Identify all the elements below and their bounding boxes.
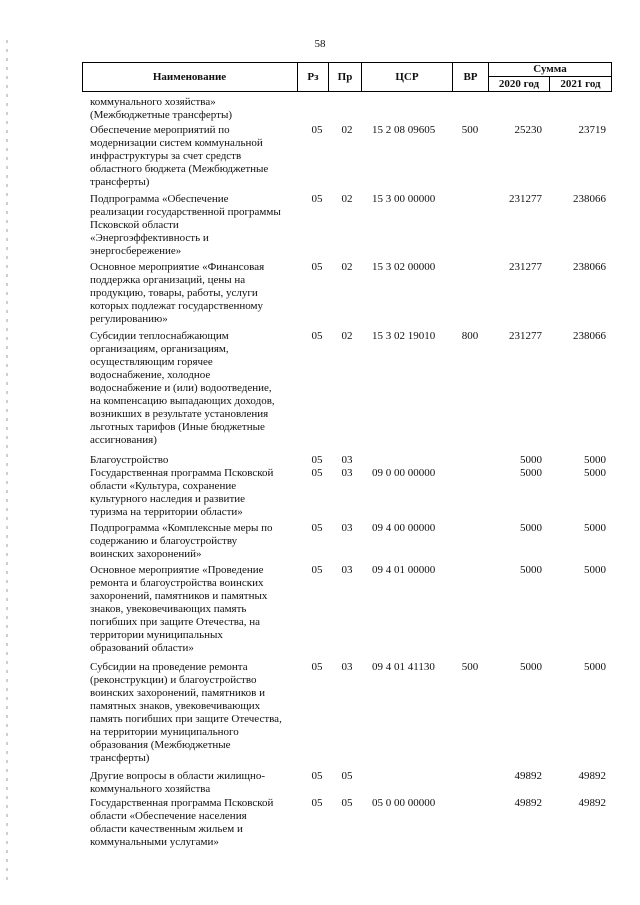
row-pr: 02 bbox=[341, 261, 353, 273]
scan-edge-marks bbox=[6, 40, 8, 880]
row-rz: 05 bbox=[311, 467, 323, 479]
page-number: 58 bbox=[314, 38, 326, 50]
row-sum-2021: 238066 bbox=[573, 330, 606, 342]
row-sum-2020: 231277 bbox=[509, 193, 542, 205]
row-sum-2020: 49892 bbox=[514, 797, 542, 809]
row-csr: 05 0 00 00000 bbox=[372, 797, 436, 809]
row-pr: 05 bbox=[341, 797, 353, 809]
row-sum-2020: 5000 bbox=[520, 564, 542, 576]
table-header bbox=[82, 62, 612, 92]
row-name: Государственная программа Псковской области «Обеспечение населения области качественным жильем и коммунальными услугами» bbox=[90, 797, 274, 848]
row-vr: 500 bbox=[461, 661, 479, 673]
row-name: Основное мероприятие «Проведение ремонта и благоустройства воинских захоронений, памятников и памятных знаков, увековечивающих память погибших при защите Отечества, на территории муниципальных образований области» bbox=[90, 564, 268, 654]
row-csr: 15 3 00 00000 bbox=[372, 193, 436, 205]
row-csr: 15 2 08 09605 bbox=[372, 124, 436, 136]
header-2021: 2021 год bbox=[550, 77, 612, 91]
row-sum-2020: 25230 bbox=[514, 124, 542, 136]
row-sum-2020: 49892 bbox=[514, 770, 542, 782]
row-rz: 05 bbox=[311, 661, 323, 673]
row-name: Подпрограмма «Комплексные меры по содержанию и благоустройству воинских захоронений» bbox=[90, 522, 273, 560]
row-name: Обеспечение мероприятий по модернизации систем коммунальной инфраструктуры за счет средств областного бюджета (Межбюджетные трансферты) bbox=[90, 124, 269, 188]
row-csr: 09 4 01 41130 bbox=[372, 661, 435, 673]
row-rz: 05 bbox=[311, 797, 323, 809]
row-sum-2021: 5000 bbox=[584, 522, 606, 534]
header-pr: Пр bbox=[329, 62, 362, 92]
row-csr: 09 4 00 00000 bbox=[372, 522, 436, 534]
row-sum-2021: 49892 bbox=[578, 797, 606, 809]
header-name: Наименование bbox=[82, 62, 298, 92]
row-pr: 03 bbox=[341, 522, 353, 534]
header-csr: ЦСР bbox=[362, 62, 453, 92]
row-name: коммунального хозяйства» (Межбюджетные трансферты) bbox=[90, 96, 232, 121]
row-rz: 05 bbox=[311, 770, 323, 782]
row-csr: 09 4 01 00000 bbox=[372, 564, 436, 576]
row-pr: 05 bbox=[341, 770, 353, 782]
row-name: Субсидии теплоснабжающим организациям, организациям, осуществляющим горячее водоснабжение, холодное водоснабжение и (или) водоотведение, на компенсацию выпадающих доходов, возникших в результате установления льготных тарифов (Иные бюджетные ассигнования) bbox=[90, 330, 275, 446]
row-sum-2021: 238066 bbox=[573, 261, 606, 273]
row-pr: 03 bbox=[341, 467, 353, 479]
row-sum-2021: 5000 bbox=[584, 454, 606, 466]
row-sum-2020: 5000 bbox=[520, 522, 542, 534]
row-name: Другие вопросы в области жилищно- коммунального хозяйства bbox=[90, 770, 266, 795]
row-rz: 05 bbox=[311, 564, 323, 576]
row-name: Подпрограмма «Обеспечение реализации государственной программы Псковской области «Энергоэффективность и энергосбережение» bbox=[90, 193, 281, 257]
row-sum-2021: 238066 bbox=[573, 193, 606, 205]
row-vr: 500 bbox=[461, 124, 479, 136]
row-pr: 03 bbox=[341, 564, 353, 576]
row-sum-2021: 23719 bbox=[578, 124, 606, 136]
row-sum-2021: 5000 bbox=[584, 564, 606, 576]
row-vr: 800 bbox=[461, 330, 479, 342]
row-sum-2020: 231277 bbox=[509, 261, 542, 273]
row-name: Субсидии на проведение ремонта (реконструкции) и благоустройство воинских захоронений, памятников и памятных знаков, увековечивающих память погибших при защите Отечества, на территории муниципального образования (Межбюджетные трансферты) bbox=[90, 661, 282, 764]
row-sum-2021: 5000 bbox=[584, 467, 606, 479]
header-vr: ВР bbox=[453, 62, 489, 92]
row-sum-2020: 5000 bbox=[520, 661, 542, 673]
row-sum-2020: 5000 bbox=[520, 467, 542, 479]
header-2020: 2020 год bbox=[489, 77, 550, 91]
row-name: Государственная программа Псковской области «Культура, сохранение культурного наследия и развитие туризма на территории области» bbox=[90, 467, 274, 518]
row-name: Основное мероприятие «Финансовая поддержка организаций, цены на продукцию, товары, работы, услуги которых подлежат государственному регулированию» bbox=[90, 261, 265, 325]
row-rz: 05 bbox=[311, 454, 323, 466]
row-rz: 05 bbox=[311, 261, 323, 273]
header-sum: Сумма bbox=[489, 62, 612, 76]
row-pr: 02 bbox=[341, 193, 353, 205]
row-sum-2020: 5000 bbox=[520, 454, 542, 466]
row-csr: 09 0 00 00000 bbox=[372, 467, 436, 479]
row-rz: 05 bbox=[311, 124, 323, 136]
row-csr: 15 3 02 00000 bbox=[372, 261, 436, 273]
row-pr: 02 bbox=[341, 330, 353, 342]
row-csr: 15 3 02 19010 bbox=[372, 330, 436, 342]
row-rz: 05 bbox=[311, 330, 323, 342]
row-rz: 05 bbox=[311, 522, 323, 534]
row-rz: 05 bbox=[311, 193, 323, 205]
row-sum-2021: 5000 bbox=[584, 661, 606, 673]
row-sum-2021: 49892 bbox=[578, 770, 606, 782]
row-pr: 02 bbox=[341, 124, 353, 136]
row-pr: 03 bbox=[341, 454, 353, 466]
row-pr: 03 bbox=[341, 661, 353, 673]
header-rz: Рз bbox=[298, 62, 329, 92]
row-name: Благоустройство bbox=[90, 454, 169, 466]
row-sum-2020: 231277 bbox=[509, 330, 542, 342]
